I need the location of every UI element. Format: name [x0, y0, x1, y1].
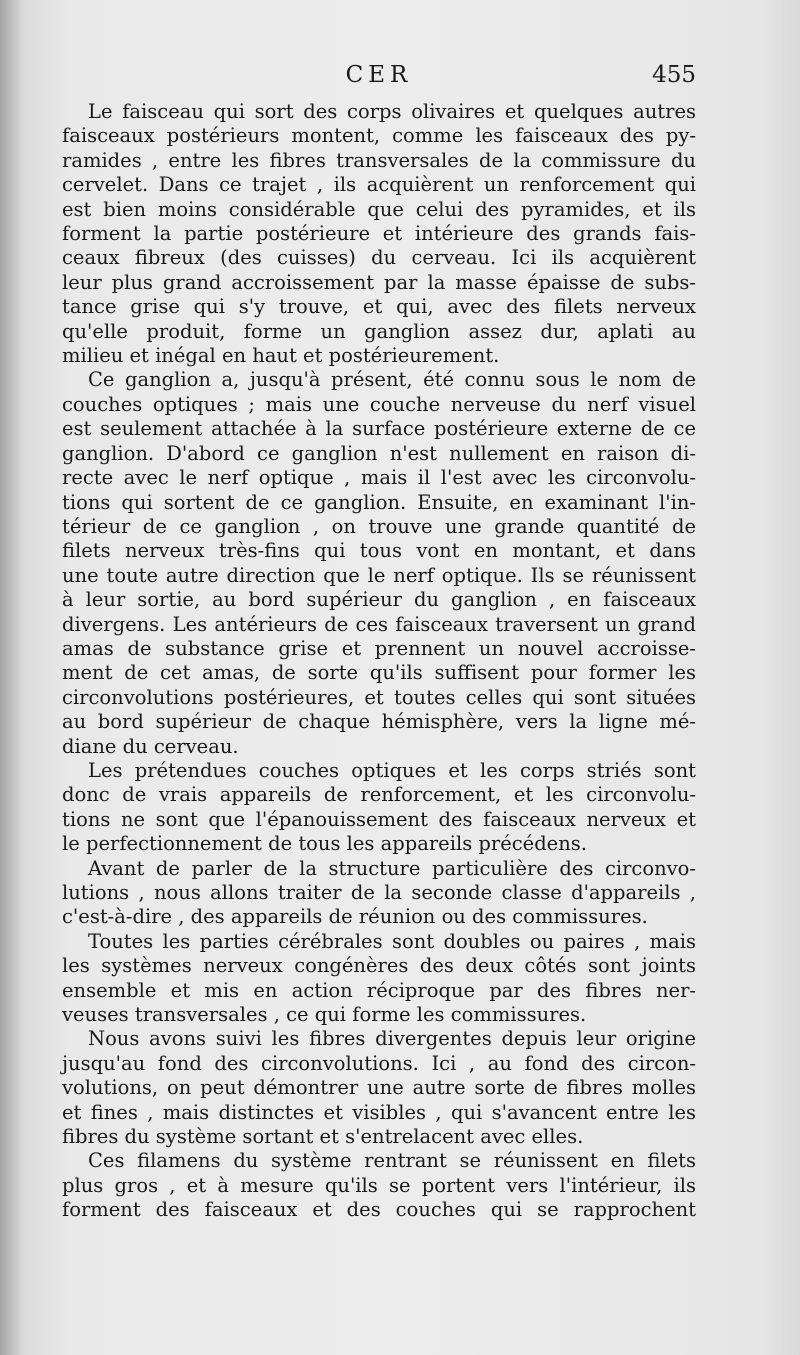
text-line: veuses transversales , ce qui forme les commissures. — [62, 1003, 587, 1027]
text-line: ganglion. D'abord ce ganglion n'est nullement en raison di- — [62, 441, 696, 465]
text-line: faisceaux postérieurs montent, comme les faisceaux des py- — [62, 124, 696, 148]
text-line: jusqu'au fond des circonvolutions. Ici , au fond des circon- — [62, 1051, 696, 1075]
text-line: plus gros , et à mesure qu'ils se portent vers l'intérieur, ils — [62, 1173, 696, 1197]
text-line: ensemble et mis en action réciproque par des fibres ner- — [62, 978, 696, 1002]
text-line: volutions, on peut démontrer une autre sorte de fibres molles — [62, 1076, 696, 1100]
text-line: Ces filamens du système rentrant se réunissent en filets — [88, 1149, 696, 1173]
text-line: ramides , entre les fibres transversales de la commissure du — [62, 148, 696, 172]
text-line: ment de cet amas, de sorte qu'ils suffisent pour former les — [62, 661, 696, 685]
text-line: le perfectionnement de tous les appareils précédens. — [62, 832, 587, 856]
text-line: à leur sortie, au bord supérieur du ganglion , en faisceaux — [62, 588, 696, 612]
text-line: une toute autre direction que le nerf optique. Ils se réunissent — [62, 563, 696, 587]
text-line: tions ne sont que l'épanouissement des faisceaux nerveux et — [62, 807, 696, 831]
binding-gutter-shadow — [0, 0, 22, 1355]
text-line: térieur de ce ganglion , on trouve une grande quantité de — [62, 514, 696, 538]
paragraph — [62, 930, 696, 1028]
text-line: filets nerveux très-fins qui tous vont en montant, et dans — [62, 539, 696, 563]
text-line: divergens. Les antérieurs de ces faisceaux traversent un grand — [62, 612, 696, 636]
paragraph — [62, 368, 696, 759]
text-line: ceaux fibreux (des cuisses) du cerveau. Ici ils acquièrent — [62, 246, 696, 270]
text-line: circonvolutions postérieures, et toutes celles qui sont situées — [62, 685, 696, 709]
text-line: amas de substance grise et prennent un nouvel accroisse- — [62, 636, 696, 660]
text-line: milieu et inégal en haut et postérieurement. — [62, 344, 500, 368]
text-line: recte avec le nerf optique , mais il l'est avec les circonvolu- — [62, 466, 696, 490]
paragraph — [62, 1149, 696, 1222]
page-number: 455 — [652, 62, 696, 88]
text-line: cervelet. Dans ce trajet , ils acquièrent un renforcement qui — [62, 173, 696, 197]
text-line: Nous avons suivi les fibres divergentes depuis leur origine — [88, 1027, 696, 1051]
text-line: et fines , mais distinctes et visibles , qui s'avancent entre les — [62, 1100, 696, 1124]
text-line: c'est-à-dire , des appareils de réunion ou des commissures. — [62, 905, 648, 929]
text-line: couches optiques ; mais une couche nerveuse du nerf visuel — [62, 392, 696, 416]
text-line: est bien moins considérable que celui des pyramides, et ils — [62, 197, 696, 221]
paragraph — [62, 759, 696, 857]
text-line: fibres du système sortant et s'entrelacent avec elles. — [62, 1125, 584, 1149]
text-line: diane du cerveau. — [62, 734, 239, 758]
text-line: qu'elle produit, forme un ganglion assez dur, aplati au — [62, 319, 696, 343]
text-line: Les prétendues couches optiques et les corps striés sont — [88, 758, 696, 782]
text-line: est seulement attachée à la surface postérieure externe de ce — [62, 417, 696, 441]
text-line: Toutes les parties cérébrales sont doubles ou paires , mais — [88, 929, 696, 953]
running-head-title: CER — [345, 62, 413, 88]
text-line: au bord supérieur de chaque hémisphère, vers la ligne mé- — [62, 710, 696, 734]
paragraph — [62, 857, 696, 930]
text-line: les systèmes nerveux congénères des deux côtés sont joints — [62, 954, 696, 978]
text-line: lutions , nous allons traiter de la seconde classe d'appareils , — [62, 881, 696, 904]
paragraph — [62, 100, 696, 368]
text-line: Le faisceau qui sort des corps olivaires et quelques autres — [88, 100, 696, 123]
text-line: donc de vrais appareils de renforcement, et les circonvolu- — [62, 783, 696, 807]
text-line: tions qui sortent de ce ganglion. Ensuite, en examinant l'in- — [62, 490, 696, 514]
text-line: forment la partie postérieure et intérieure des grands fais- — [62, 222, 696, 246]
text-line: Avant de parler de la structure particulière des circonvo- — [88, 856, 696, 880]
text-line: tance grise qui s'y trouve, et qui, avec des filets nerveux — [62, 295, 696, 319]
text-line: forment des faisceaux et des couches qui se rapprochent — [62, 1198, 696, 1222]
running-head — [62, 62, 696, 96]
body-text — [62, 100, 696, 1223]
text-line: leur plus grand accroissement par la masse épaisse de subs- — [62, 270, 696, 294]
paragraph — [62, 1027, 696, 1149]
text-line: Ce ganglion a, jusqu'à présent, été connu sous le nom de — [88, 368, 696, 392]
